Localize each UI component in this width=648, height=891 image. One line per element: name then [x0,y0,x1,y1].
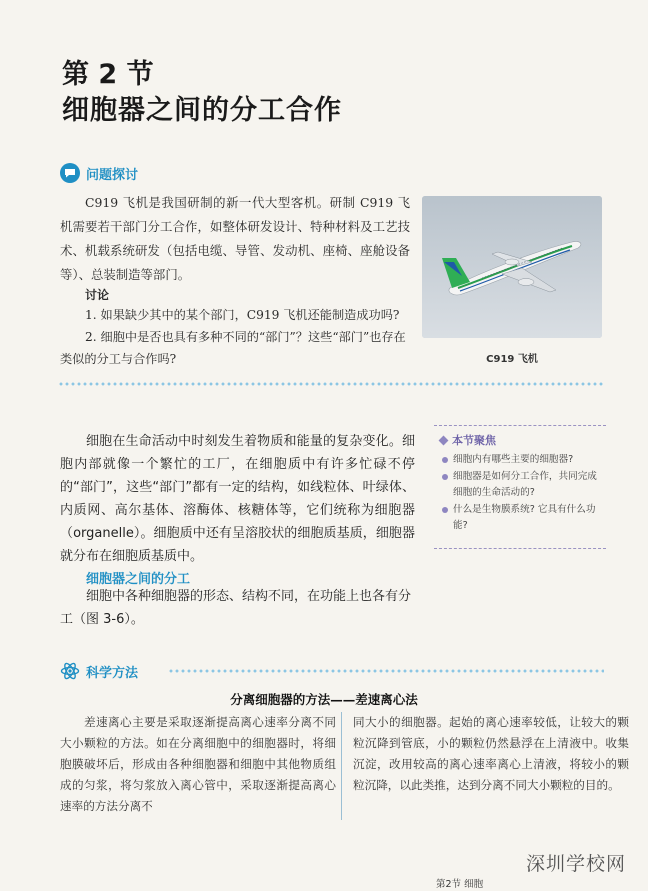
page-footer: 第2节 细胞 [436,879,484,890]
main-paragraph: 细胞在生命活动中时刻发生着物质和能量的复杂变化。细胞内部就像一个繁忙的工厂，在细胞质中有许多忙碌不停的“部门”，这些“部门”都有一定的结构，如线粒体、叶绿体、内质网、高尔基体、溶酶体、核糖体等，它们统称为细胞器（organelle）。细胞质中还有呈溶胶状的细胞质基质，细胞器就分布在细胞质基质中。 [60,434,415,564]
focus-item: 什么是生物膜系统? 它具有什么功能? [440,502,600,534]
focus-list [440,452,600,535]
method-right-column: 同大小的细胞器。起始的离心速率较低，让较大的颗粒沉降到管底，小的颗粒仍然悬浮在上清液中。收集沉淀，改用较高的离心速率离心上清液，将较小的颗粒沉降，以此类推，达到分离不同大小颗粒的目的。 [353,715,629,792]
chat-bubble-icon [60,163,80,183]
column-divider [341,712,342,820]
method-box-heading [60,661,138,681]
bullet-diamond-icon [439,435,449,445]
problem-box-heading [60,163,138,183]
method-title: 分离细胞器的方法——差速离心法 [230,692,418,707]
photo-caption: C919 飞机 [486,354,538,365]
focus-item: 细胞器是如何分工合作，共同完成细胞的生命活动的? [440,469,600,501]
problem-box-title: 问题探讨 [86,167,139,183]
atom-icon [60,661,80,681]
method-box-title: 科学方法 [86,665,139,681]
method-left-column: 差速离心主要是采取逐渐提高离心速率分离不同大小颗粒的方法。如在分离细胞中的细胞器时，将细胞膜破坏后，形成由各种细胞器和细胞中其他物质组成的匀浆，将匀浆放入离心管中，采取逐渐提高离心速率的方法分离不 [60,715,336,813]
focus-item: 细胞内有哪些主要的细胞器? [440,452,600,468]
problem-intro: C919 飞机是我国研制的新一代大型客机。研制 C919 飞机需要若干部门分工合作，如整体研发设计、特种材料及工艺技术、机载系统研发（包括电缆、导管、发动机、座椅、座舱设备等）、总装制造等部门。 [60,195,410,282]
subsection-text: 细胞中各种细胞器的形态、结构不同，在功能上也各有分工（图 3-6）。 [60,589,412,627]
method-divider [168,668,604,674]
section-title: 细胞器之间的分工合作 [62,95,342,126]
watermark: 深圳学校网 [526,853,627,875]
focus-box-heading [440,432,496,448]
subsection-heading: 细胞器之间的分工 [86,572,191,587]
focus-box-title: 本节聚焦 [452,434,496,447]
c919-airplane-photo [422,196,602,338]
section-number: 第 2 节 [62,59,154,90]
divider [58,381,604,387]
question-2: 2. 细胞中是否也具有多种不同的“部门”？这些“部门”也存在类似的分工与合作吗? [60,330,406,366]
discussion-label: 讨论 [85,288,110,302]
question-1: 1. 如果缺少其中的某个部门，C919 飞机还能制造成功吗? [85,308,400,322]
